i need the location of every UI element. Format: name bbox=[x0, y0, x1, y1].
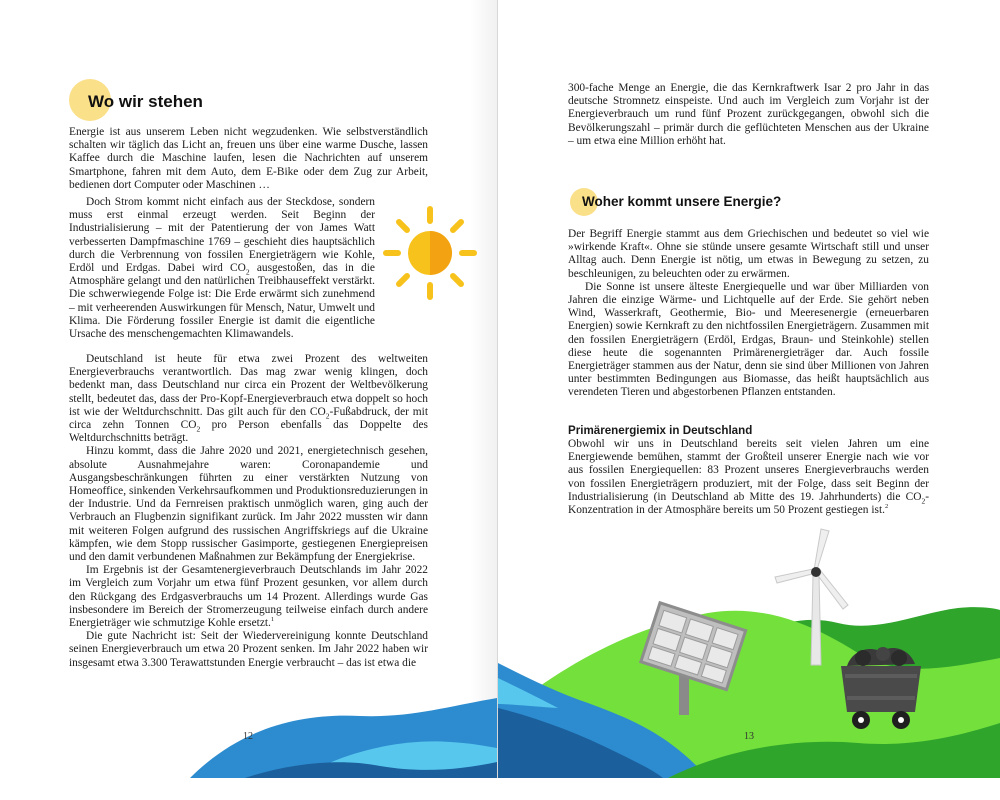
page-number-right: 13 bbox=[744, 731, 754, 742]
page-number-left: 12 bbox=[243, 731, 253, 742]
paragraph-hinzu: Hinzu kommt, dass die Jahre 2020 und 2021, energietechnisch gesehen, absolute Ausnahmejahre waren: Coronapandemie und Ausgangsbeschränkungen führten zu einer verstärkten Nutzung von Homeoffice, sinkenden Verkehrsaufkommen und Produktionsreduzierungen in der Industrie. Und da Fernreisen praktisch unmöglich waren, ging auch der Verbrauch an Flugbenzin signifikant zurück. Im Jahr 2022 mussten wir dann mit weiteren Folgen aufgrund des russischen Angriffskriegs auf die Ukraine kämpfen, wie dem Stopp russischer Gasimporte, gestiegenen Energiepreisen und den damit verbundenen Maßnahmen zur Bekämpfung der Energiekrise. bbox=[69, 445, 428, 564]
sun-icon bbox=[382, 205, 478, 301]
left-text-wrapped bbox=[69, 196, 375, 341]
paragraph-strom: Doch Strom kommt nicht einfach aus der Steckdose, sondern muss erst einmal erzeugt werden. Seit Beginn der Industrialisierung – mit der Patentierung der von James Watt verbesserten Dampfmaschine 1769 – geschieht dies hauptsächlich durch die Verbrennung von fossilen Energieträgern wie Kohle, Erdöl und Erdgas. Dabei wird $CO_2$ ausgestoßen, das in die Atmosphäre gelangt und den natürlichen Treibhauseffekt verstärkt. Die schwerwiegende Folge ist: Die Erde erwärmt sich zunehmend – mit verheerenden Auswirkungen für Mensch, Natur, Umwelt und Klima. Die Förderung fossiler Energie ist damit die eigentliche Ursache des menschengemachten Klimawandels. bbox=[69, 196, 375, 341]
coal-cart-icon bbox=[833, 638, 929, 734]
left-page bbox=[0, 0, 498, 778]
subheading-primaerenergiemix: Primärenergiemix in Deutschland bbox=[568, 424, 753, 437]
bottom-margin bbox=[0, 778, 1000, 800]
paragraph-ergebnis: Im Ergebnis ist der Gesamtenergieverbrauch Deutschlands im Jahr 2022 im Vergleich zum Vorjahr um etwa fünf Prozent gesunken, vor allem durch den Rückgang des Erdgasverbrauchs um 14 Prozent. Allerdings wurde Gas insbesondere im Bereich der Stromerzeugung teilweise einfach durch andere Energieträger wie schmutzige Kohle ersetzt.$^1$ bbox=[69, 564, 428, 630]
right-text-top bbox=[568, 82, 929, 148]
solar-panel-icon bbox=[637, 605, 747, 715]
paragraph-sonne: Die Sonne ist unsere älteste Energiequelle und war über Milliarden von Jahren die einzige Wärme- und Lichtquelle auf der Erde. Sie gehört neben Wind, Wasserkraft, Geothermie, Bio- und Meeresenergie (erneuerbaren Energien) sowie Kernkraft zu den nichtfossilen Energieträgern. Zusammen mit den fossilen Energieträgern (Erdöl, Erdgas, Braun- und Steinkohle) stellen diese heute die sogenannten Primärenergieträger dar. Auch fossile Energieträger stammen aus der Natur, denn sie sind über Millionen von Jahren unter bestimmten Bedingungen aus Biomasse, das heißt hauptsächlich aus verendeten Tieren und abgestorbenen Pflanzen entstanden. bbox=[568, 280, 929, 399]
paragraph-deutschland: Deutschland ist heute für etwa zwei Prozent des weltweiten Energieverbrauchs verantwortlich. Das mag zwar wenig klingen, doch bedenkt man, dass Deutschland nur circa ein Prozent der Weltbevölkerung stellt, bedeutet das, dass der Pro-Kopf-Energieverbrauch etwa doppelt so hoch ist wie der Weltdurchschnitt. Das gilt auch für den $CO_2$-Fußabdruck, der mit circa zehn Tonnen $CO_2$ pro Person ebenfalls das Doppelte des Weltdurchschnitts beträgt. bbox=[69, 353, 428, 445]
left-text-body bbox=[69, 353, 428, 670]
page-heading: Wo wir stehen bbox=[88, 92, 203, 111]
right-page bbox=[498, 0, 1000, 778]
paragraph-gute-nachricht: Die gute Nachricht ist: Seit der Wiedervereinigung konnte Deutschland seinen Energieverbrauch um etwa 20 Prozent senken. Im Jahr 2022 haben wir insgesamt etwa 3.300 Terawattstunden Energie verbraucht – das ist etwa die bbox=[69, 630, 428, 669]
right-text-body bbox=[568, 228, 929, 400]
right-text-mix bbox=[568, 438, 929, 517]
paragraph-begriff: Der Begriff Energie stammt aus dem Griechischen und bedeutet so viel wie »wirkende Kraft«. Ohne sie stünde unsere gesamte Wirtschaft still und unser Alltag auch. Denn Energie ist nötig, um etwas in Bewegung zu setzen, zu beschleunigen, zu beleuchten oder zu erwärmen. bbox=[568, 228, 929, 280]
paragraph-continued: 300-fache Menge an Energie, die das Kernkraftwerk Isar 2 pro Jahr in das deutsche Stromnetz einspeiste. Und auch im Vergleich zum Vorjahr ist der Energieverbrauch um rund fünf Prozent zurückgegangen, obwohl sich die Bevölkerungszahl – primär durch die geflüchteten Menschen aus der Ukraine – um etwa eine Million erhöht hat. bbox=[568, 82, 929, 147]
water-waves-left bbox=[0, 658, 497, 778]
paragraph-intro: Energie ist aus unserem Leben nicht wegzudenken. Wie selbstverständlich schalten wir täglich das Licht an, freuen uns über eine warme Dusche, lassen Kaffee durch die Maschine laufen, lesen die Nachrichten auf unserem Smartphone, fahren mit dem Auto, dem E-Bike oder dem Zug zur Arbeit, bedienen dort Computer oder Maschinen … bbox=[69, 126, 428, 191]
paragraph-obwohl: Obwohl wir uns in Deutschland bereits seit vielen Jahren um eine Energiewende bemühen, stammt der Großteil unserer Energie nach wie vor aus fossilen Energiequellen: 83 Prozent unseres Energieverbrauchs werden von fossilen Energieträgern produziert, mit der Folge, dass seit Beginn der Industrialisierung (in Deutschland ab Mitte des 19. Jahrhunderts) die $CO_2$-Konzentration in der Atmosphäre bereits um 50 Prozent gestiegen ist.$^2$ bbox=[568, 438, 929, 517]
section-heading: Woher kommt unsere Energie? bbox=[582, 194, 782, 209]
left-text-top bbox=[69, 126, 428, 192]
